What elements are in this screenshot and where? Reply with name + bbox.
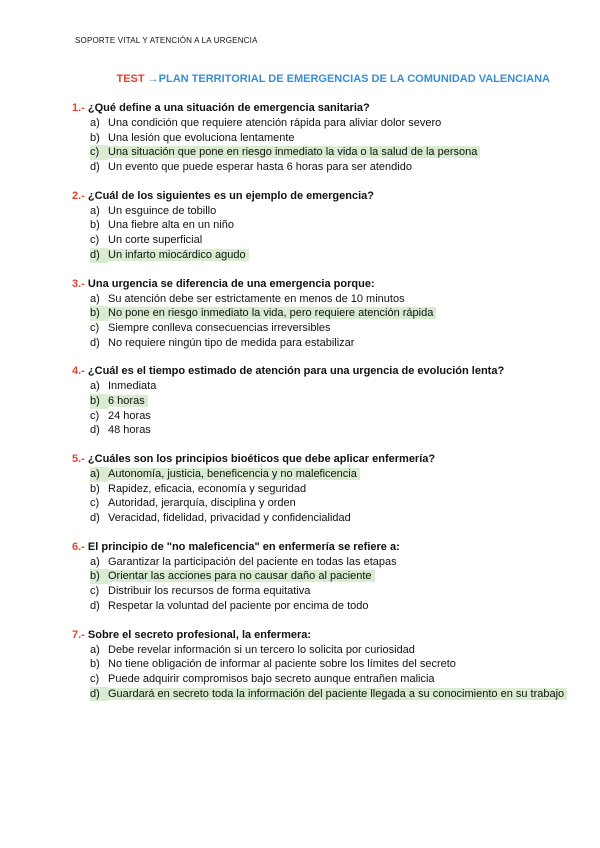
answer-option-correct <box>72 145 577 160</box>
answer-option <box>72 672 577 687</box>
question-line <box>72 101 577 116</box>
question-number: 6.- <box>72 540 85 553</box>
answer-option-correct <box>72 248 577 263</box>
option-text: Un corte superficial <box>108 234 203 247</box>
answer-option-correct <box>72 306 577 321</box>
option-text: Respetar la voluntad del paciente por encima de todo <box>108 599 369 612</box>
question-text: ¿Qué define a una situación de emergencia sanitaria? <box>87 102 370 114</box>
answer-option-correct <box>72 687 577 702</box>
question-2 <box>72 189 577 263</box>
question-4 <box>72 364 577 438</box>
option-letter: a) <box>90 204 100 217</box>
option-letter: d) <box>90 599 100 612</box>
answer-option <box>72 379 577 394</box>
answer-option <box>72 204 577 219</box>
option-letter: d) <box>90 512 100 525</box>
option-letter: c) <box>90 585 100 598</box>
option-text: Un infarto miocárdico agudo <box>108 249 249 261</box>
option-text: Una lesión que evoluciona lentamente <box>108 131 295 144</box>
question-line <box>72 277 577 292</box>
option-letter: b) <box>90 131 100 144</box>
option-text: Autoridad, jerarquía, disciplina y orden <box>108 497 296 510</box>
question-text: ¿Cuáles son los principios bioéticos que debe aplicar enfermería? <box>87 453 436 465</box>
question-line <box>72 628 577 643</box>
option-text: No tiene obligación de informar al paciente sobre los límites del secreto <box>108 658 456 671</box>
question-number: 2.- <box>72 189 85 202</box>
question-text: El principio de "no maleficencia" en enfermería se refiere a: <box>87 540 400 553</box>
option-text: Guardará en secreto toda la información del paciente llegada a su conocimiento en su trabajo <box>108 688 567 700</box>
question-line <box>72 452 577 467</box>
answer-option <box>72 116 577 131</box>
question-5 <box>72 452 577 526</box>
answer-option <box>72 643 577 658</box>
answer-option-correct <box>72 569 577 584</box>
option-letter: b) <box>90 658 100 671</box>
option-text: Garantizar la participación del paciente en todas las etapas <box>108 555 397 568</box>
answer-option <box>72 131 577 146</box>
option-letter: d) <box>90 424 100 437</box>
answer-option <box>72 218 577 233</box>
option-letter: b) <box>90 394 108 409</box>
option-text: Debe revelar información si un tercero lo solicita por curiosidad <box>108 643 415 656</box>
option-text: 24 horas <box>108 409 151 422</box>
question-7 <box>72 628 577 702</box>
title-text: PLAN TERRITORIAL DE EMERGENCIAS DE LA COMUNIDAD VALENCIANA <box>158 73 550 85</box>
question-list <box>72 101 577 715</box>
answer-option <box>72 511 577 526</box>
question-line <box>72 364 577 379</box>
option-text: No requiere ningún tipo de medida para estabilizar <box>108 336 355 349</box>
answer-option-correct <box>72 394 577 409</box>
title-arrow: → <box>147 73 159 85</box>
answer-option <box>72 423 577 438</box>
question-line <box>72 540 577 555</box>
answer-option <box>72 599 577 614</box>
option-text: Veracidad, fidelidad, privacidad y confidencialidad <box>108 512 351 525</box>
page-header: SOPORTE VITAL Y ATENCIÓN A LA URGENCIA <box>75 36 258 45</box>
question-number: 4.- <box>72 365 85 378</box>
option-letter: b) <box>90 306 108 321</box>
option-letter: a) <box>90 292 100 305</box>
option-text: Una situación que pone en riesgo inmediato la vida o la salud de la persona <box>108 146 480 158</box>
option-text: Un evento que puede esperar hasta 6 horas para ser atendido <box>108 161 412 174</box>
question-text: Una urgencia se diferencia de una emergencia porque: <box>87 277 375 290</box>
option-text: 6 horas <box>108 395 148 407</box>
title-prefix: TEST <box>116 73 145 85</box>
question-text: Sobre el secreto profesional, la enfermera: <box>87 628 312 641</box>
answer-option <box>72 482 577 497</box>
question-number: 1.- <box>72 102 85 114</box>
question-number: 7.- <box>72 628 85 641</box>
option-text: Orientar las acciones para no causar daño al paciente <box>108 570 375 582</box>
answer-option-correct <box>72 467 577 482</box>
option-letter: c) <box>90 145 108 160</box>
option-letter: b) <box>90 569 108 584</box>
answer-option <box>72 657 577 672</box>
option-letter: c) <box>90 321 100 334</box>
question-text: ¿Cuál de los siguientes es un ejemplo de emergencia? <box>87 189 374 202</box>
option-text: Inmediata <box>108 380 157 393</box>
option-text: 48 horas <box>108 424 151 437</box>
option-letter: d) <box>90 336 100 349</box>
option-letter: a) <box>90 643 100 656</box>
question-number: 3.- <box>72 277 85 290</box>
option-text: No pone en riesgo inmediato la vida, pero requiere atención rápida <box>108 307 436 319</box>
answer-option <box>72 584 577 599</box>
answer-option <box>72 409 577 424</box>
answer-option <box>72 292 577 307</box>
option-letter: a) <box>90 380 100 393</box>
option-letter: b) <box>90 219 100 232</box>
option-letter: d) <box>90 687 108 702</box>
option-text: Distribuir los recursos de forma equitativa <box>108 585 311 598</box>
option-text: Puede adquirir compromisos bajo secreto aunque entrañen malicia <box>108 672 435 685</box>
option-text: Una condición que requiere atención rápida para aliviar dolor severo <box>108 117 442 129</box>
option-letter: d) <box>90 248 108 263</box>
option-letter: b) <box>90 482 100 495</box>
question-text: ¿Cuál es el tiempo estimado de atención para una urgencia de evolución lenta? <box>87 365 505 378</box>
option-letter: c) <box>90 409 100 422</box>
option-letter: c) <box>90 672 100 685</box>
answer-option <box>72 160 577 175</box>
option-text: Un esguince de tobillo <box>108 204 217 217</box>
answer-option <box>72 336 577 351</box>
test-title <box>0 73 600 85</box>
answer-option <box>72 321 577 336</box>
option-letter: a) <box>90 467 108 482</box>
option-text: Rapidez, eficacia, economía y seguridad <box>108 482 307 495</box>
question-3 <box>72 277 577 351</box>
option-letter: a) <box>90 117 100 129</box>
option-text: Una fiebre alta en un niño <box>108 219 234 232</box>
question-1 <box>72 101 577 175</box>
option-text: Autonomía, justicia, beneficencia y no maleficencia <box>108 468 360 480</box>
option-letter: a) <box>90 555 100 568</box>
option-text: Su atención debe ser estrictamente en menos de 10 minutos <box>108 292 405 305</box>
answer-option <box>72 233 577 248</box>
option-letter: c) <box>90 234 100 247</box>
option-letter: c) <box>90 497 100 510</box>
question-line <box>72 189 577 204</box>
question-number: 5.- <box>72 453 85 465</box>
answer-option <box>72 555 577 570</box>
option-letter: d) <box>90 161 100 174</box>
answer-option <box>72 496 577 511</box>
question-6 <box>72 540 577 614</box>
option-text: Siempre conlleva consecuencias irreversibles <box>108 321 331 334</box>
